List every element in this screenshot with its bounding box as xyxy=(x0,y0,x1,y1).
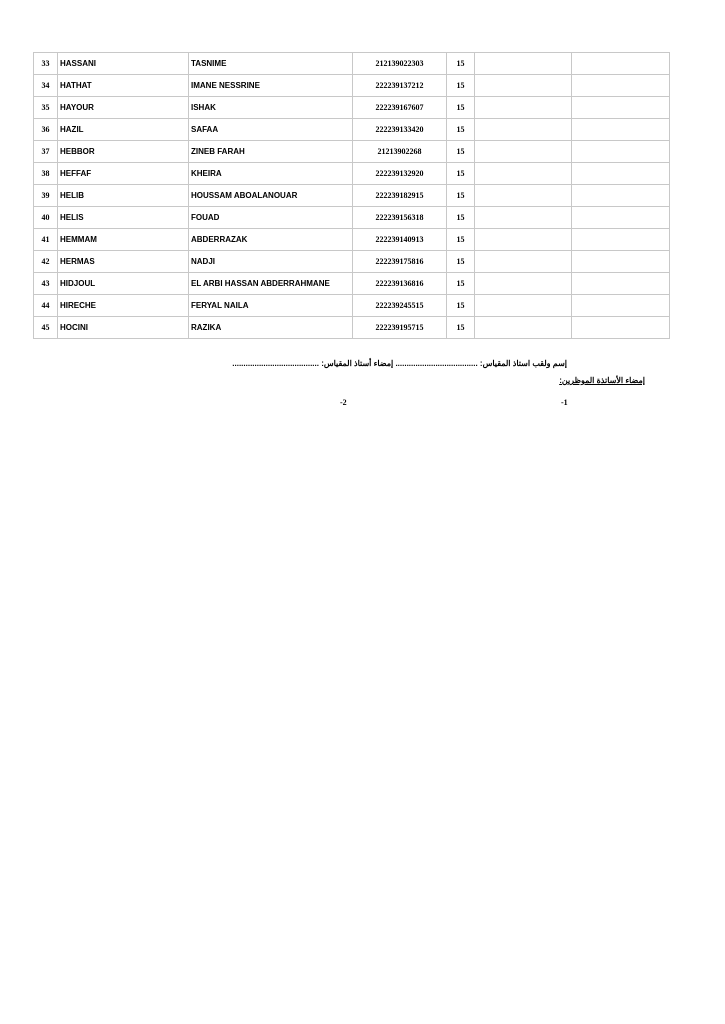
empty-cell xyxy=(475,163,572,185)
last-name-cell: HELIB xyxy=(58,185,189,207)
row-number: 44 xyxy=(34,295,58,317)
last-name-cell: HIDJOUL xyxy=(58,273,189,295)
row-number: 38 xyxy=(34,163,58,185)
signature-cell xyxy=(572,119,670,141)
empty-cell xyxy=(475,273,572,295)
group-cell: 15 xyxy=(447,97,475,119)
last-name-cell: HERMAS xyxy=(58,251,189,273)
group-cell: 15 xyxy=(447,163,475,185)
row-number: 33 xyxy=(34,53,58,75)
row-number: 40 xyxy=(34,207,58,229)
empty-cell xyxy=(475,317,572,339)
first-name-cell: ABDERRAZAK xyxy=(189,229,353,251)
last-name-cell: HASSANI xyxy=(58,53,189,75)
group-cell: 15 xyxy=(447,317,475,339)
student-id-cell: 222239140913 xyxy=(353,229,447,251)
signature-cell xyxy=(572,273,670,295)
student-id-cell: 222239175816 xyxy=(353,251,447,273)
first-name-cell: NADJI xyxy=(189,251,353,273)
row-number: 37 xyxy=(34,141,58,163)
first-name-cell: FOUAD xyxy=(189,207,353,229)
row-number: 41 xyxy=(34,229,58,251)
last-name-cell: HOCINI xyxy=(58,317,189,339)
first-name-cell: TASNIME xyxy=(189,53,353,75)
student-table-body xyxy=(34,53,670,339)
proctors-signature-heading: إمضاء الأساتذة الموظرين: xyxy=(559,376,645,385)
instructor-signature-line: إسم ولقب استاذ المقياس: ..................................... إمضاء أستاذ المقياس: ....................................... xyxy=(232,359,567,368)
last-name-cell: HEMMAM xyxy=(58,229,189,251)
group-cell: 15 xyxy=(447,75,475,97)
table-row xyxy=(34,229,670,251)
first-name-cell: SAFAA xyxy=(189,119,353,141)
first-name-cell: FERYAL NAILA xyxy=(189,295,353,317)
group-cell: 15 xyxy=(447,185,475,207)
student-id-cell: 222239136816 xyxy=(353,273,447,295)
last-name-cell: HAZIL xyxy=(58,119,189,141)
student-id-cell: 222239137212 xyxy=(353,75,447,97)
table-row xyxy=(34,295,670,317)
signature-cell xyxy=(572,163,670,185)
group-cell: 15 xyxy=(447,273,475,295)
first-name-cell: KHEIRA xyxy=(189,163,353,185)
empty-cell xyxy=(475,295,572,317)
first-name-cell: IMANE NESSRINE xyxy=(189,75,353,97)
group-cell: 15 xyxy=(447,295,475,317)
first-name-cell: HOUSSAM ABOALANOUAR xyxy=(189,185,353,207)
empty-cell xyxy=(475,141,572,163)
table-row xyxy=(34,317,670,339)
last-name-cell: HELIS xyxy=(58,207,189,229)
row-number: 36 xyxy=(34,119,58,141)
signature-cell xyxy=(572,141,670,163)
row-number: 34 xyxy=(34,75,58,97)
student-id-cell: 222239167607 xyxy=(353,97,447,119)
row-number: 45 xyxy=(34,317,58,339)
student-id-cell: 222239195715 xyxy=(353,317,447,339)
row-number: 42 xyxy=(34,251,58,273)
group-cell: 15 xyxy=(447,207,475,229)
group-cell: 15 xyxy=(447,141,475,163)
student-table xyxy=(33,52,670,339)
table-row xyxy=(34,53,670,75)
signature-cell xyxy=(572,185,670,207)
empty-cell xyxy=(475,185,572,207)
row-number: 39 xyxy=(34,185,58,207)
empty-cell xyxy=(475,229,572,251)
student-id-cell: 222239156318 xyxy=(353,207,447,229)
student-id-cell: 212139022303 xyxy=(353,53,447,75)
table-row xyxy=(34,119,670,141)
signature-cell xyxy=(572,317,670,339)
group-cell: 15 xyxy=(447,229,475,251)
first-name-cell: ISHAK xyxy=(189,97,353,119)
student-id-cell: 222239245515 xyxy=(353,295,447,317)
last-name-cell: HATHAT xyxy=(58,75,189,97)
signature-cell xyxy=(572,97,670,119)
row-number: 43 xyxy=(34,273,58,295)
first-name-cell: ZINEB FARAH xyxy=(189,141,353,163)
first-name-cell: RAZIKA xyxy=(189,317,353,339)
signature-cell xyxy=(572,251,670,273)
student-id-cell: 222239132920 xyxy=(353,163,447,185)
table-row xyxy=(34,185,670,207)
table-row xyxy=(34,207,670,229)
group-cell: 15 xyxy=(447,53,475,75)
table-row xyxy=(34,97,670,119)
table-row xyxy=(34,251,670,273)
signature-cell xyxy=(572,229,670,251)
signature-cell xyxy=(572,75,670,97)
group-cell: 15 xyxy=(447,119,475,141)
signature-cell xyxy=(572,295,670,317)
student-id-cell: 21213902268 xyxy=(353,141,447,163)
table-row xyxy=(34,141,670,163)
last-name-cell: HEBBOR xyxy=(58,141,189,163)
student-id-cell: 222239182915 xyxy=(353,185,447,207)
signature-cell xyxy=(572,207,670,229)
table-row xyxy=(34,273,670,295)
table-row xyxy=(34,75,670,97)
empty-cell xyxy=(475,251,572,273)
last-name-cell: HAYOUR xyxy=(58,97,189,119)
signature-cell xyxy=(572,53,670,75)
group-cell: 15 xyxy=(447,251,475,273)
row-number: 35 xyxy=(34,97,58,119)
proctor-2-label: -2 xyxy=(340,398,347,407)
empty-cell xyxy=(475,97,572,119)
student-id-cell: 222239133420 xyxy=(353,119,447,141)
empty-cell xyxy=(475,119,572,141)
last-name-cell: HIRECHE xyxy=(58,295,189,317)
table-row xyxy=(34,163,670,185)
empty-cell xyxy=(475,207,572,229)
empty-cell xyxy=(475,75,572,97)
proctor-1-label: -1 xyxy=(561,398,568,407)
first-name-cell: EL ARBI HASSAN ABDERRAHMANE xyxy=(189,273,353,295)
last-name-cell: HEFFAF xyxy=(58,163,189,185)
empty-cell xyxy=(475,53,572,75)
